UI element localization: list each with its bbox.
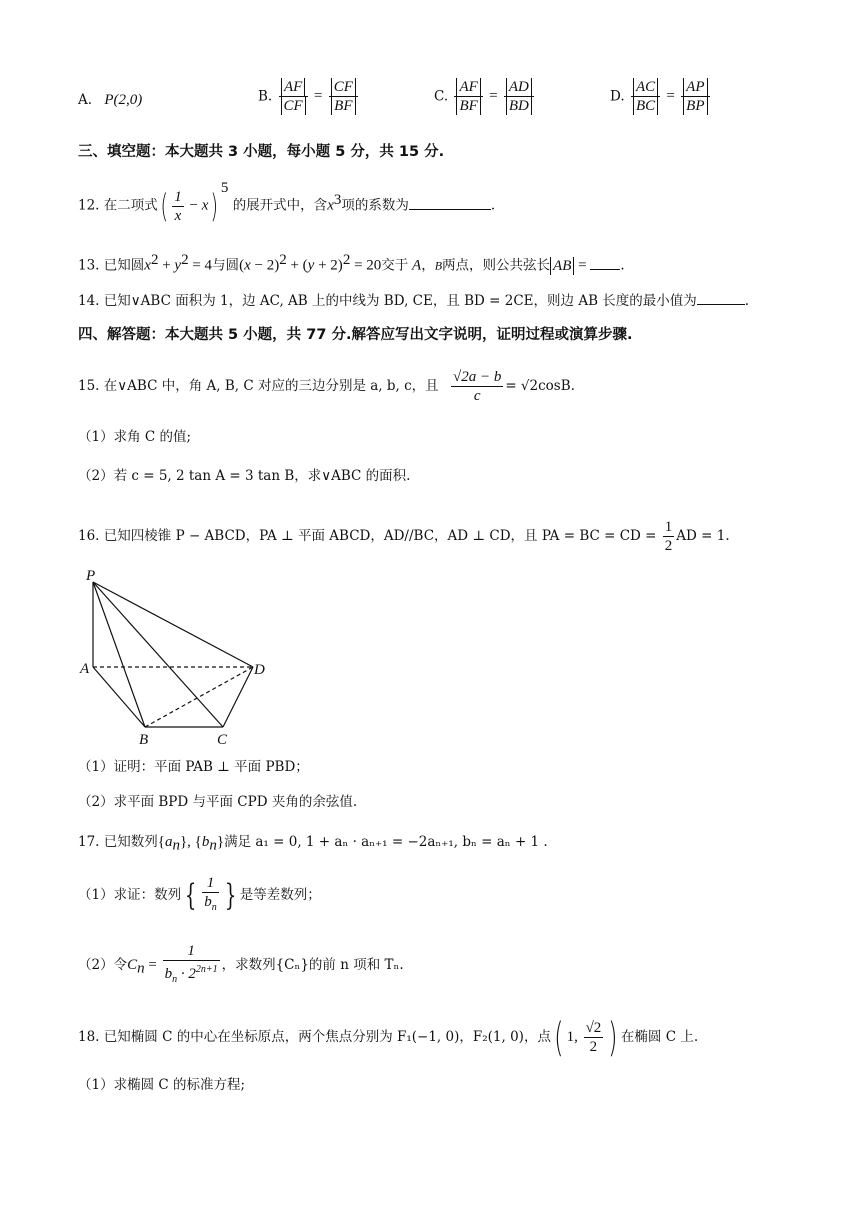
question-15-part-2: （2）若 c = 5, 2 tan A = 3 tan B，求∨ABC 的面积. bbox=[78, 468, 411, 484]
edge-PB bbox=[93, 582, 145, 727]
option-b: B. $\frac{AF}{CF}$ = $\frac{CF}{BF}$ bbox=[258, 78, 360, 115]
question-18: 18. 已知椭圆 C 的中心在坐标原点，两个焦点分别为 F₁(−1, 0)，F₂(1, 0)，点( 1, $\frac{√2}{2}$ ) 在椭圆 C 上. bbox=[78, 1014, 699, 1061]
section-3-title: 三、填空题：本大题共 3 小题，每小题 5 分，共 15 分. bbox=[78, 144, 445, 160]
question-15-part-1: （1）求角 C 的值; bbox=[78, 429, 192, 445]
edge-PD bbox=[93, 582, 253, 667]
question-13: 13. 已知圆$x^2 + y^2 = 4$与圆$(x - 2)^2 + (y + 2)^2 = 20$交于 A，B两点，则公共弦长 AB = . bbox=[78, 252, 625, 274]
question-12: 12. 在二项式( $\frac{1}{x}$ − x) $^5$ 的展开式中，含$x^3$项的系数为 . bbox=[78, 180, 496, 225]
question-16-part-1: （1）证明：平面 PAB ⊥ 平面 PBD； bbox=[78, 759, 309, 775]
question-16-part-2: （2）求平面 BPD 与平面 CPD 夹角的余弦值. bbox=[78, 794, 358, 810]
label-D: D bbox=[254, 662, 265, 678]
question-16: 16. 已知四棱锥 P − ABCD，PA ⊥ 平面 ABCD，AD//BC，AD ⊥ CD，且 PA = BC = CD = $\frac{1}{2}$ AD = 1. bbox=[78, 519, 730, 554]
question-14: 14. 已知∨ABC 面积为 1，边 AC, AB 上的中线为 BD, CE，且 BD = 2CE，则边 AB 长度的最小值为 . bbox=[78, 290, 749, 311]
option-a: A. P(2,0) bbox=[78, 92, 143, 108]
option-c: C. $\frac{AF}{BF}$ = $\frac{AD}{BD}$ bbox=[434, 78, 536, 115]
label-A: A bbox=[80, 661, 90, 677]
question-17: 17. 已知数列$\{a_n\}$, $\{b_n\}$满足 a₁ = 0, 1 + aₙ · aₙ₊₁ = −2aₙ₊₁, bₙ = aₙ + 1 . bbox=[78, 834, 548, 854]
label-P: P bbox=[86, 568, 96, 584]
option-d: D. $\frac{AC}{BC}$ = $\frac{AP}{BP}$ bbox=[610, 78, 712, 115]
question-18-part-1: （1）求椭圆 C 的标准方程; bbox=[78, 1077, 246, 1093]
question-17-part-1: （1）求证：数列 { $\frac{1}{b_n}$ } 是等差数列； bbox=[78, 875, 321, 913]
question-15: 15. 在∨ABC 中，角 A, B, C 对应的三边分别是 a, b, c，且 $\frac{√2a - b}{c}$ = √2cosB. bbox=[78, 369, 575, 404]
edge-BD-hidden bbox=[145, 667, 253, 727]
edge-PC bbox=[93, 582, 223, 727]
label-C: C bbox=[217, 732, 228, 748]
section-4-title: 四、解答题：本大题共 5 小题，共 77 分.解答应写出文字说明，证明过程或演算步骤. bbox=[78, 327, 633, 343]
pyramid-figure bbox=[78, 562, 278, 752]
edge-AB bbox=[93, 667, 145, 727]
label-B: B bbox=[139, 732, 149, 748]
question-17-part-2: （2）令$C_n$ = $\frac{1}{b_n \cdot 2^{2n+1}}$ ，求数列{Cₙ}的前 n 项和 Tₙ. bbox=[78, 943, 404, 985]
